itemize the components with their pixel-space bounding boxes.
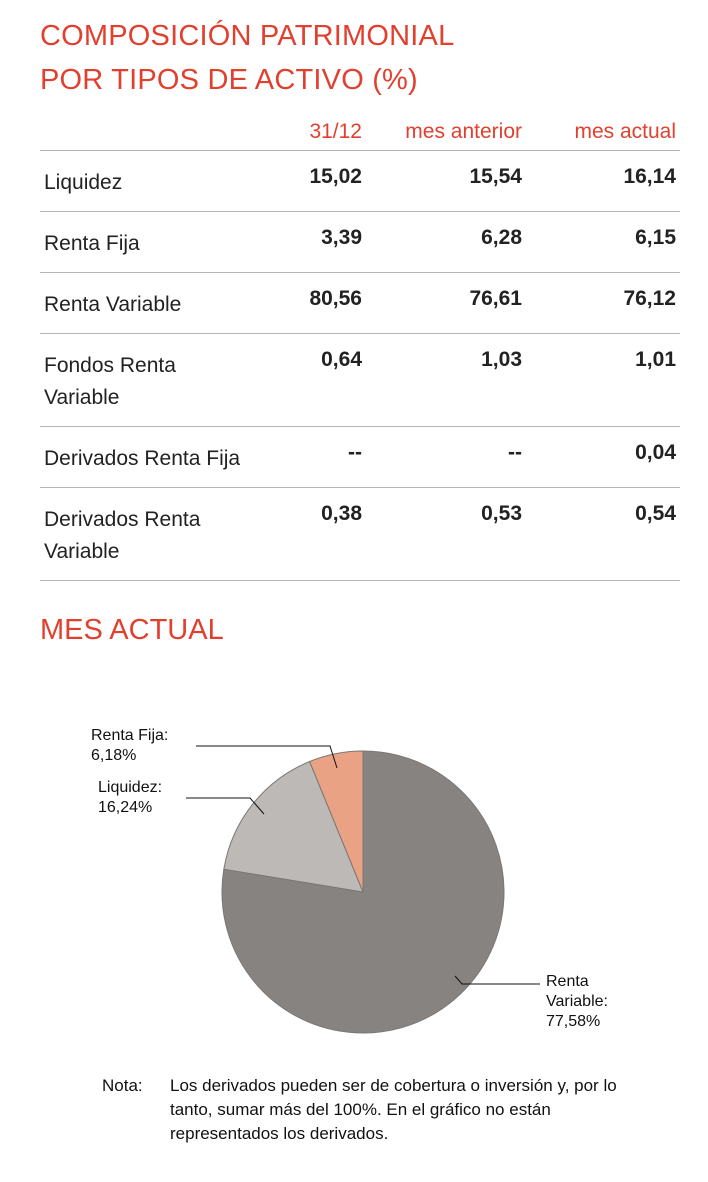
row-label: Derivados Renta Variable: [40, 488, 250, 581]
table-row: [40, 427, 680, 488]
table-row: [40, 212, 680, 273]
cell-mes-anterior: 76,61: [366, 273, 526, 334]
cell-mes-actual: 6,15: [526, 212, 680, 273]
cell-31-12: 0,64: [250, 334, 366, 427]
note-text: Los derivados pueden ser de cobertura o inversión y, por lo tanto, sumar más del 100%. En el gráfico no están representados los derivados.: [170, 1076, 617, 1143]
row-label: Liquidez: [40, 151, 250, 212]
cell-mes-actual: 1,01: [526, 334, 680, 427]
pie-chart: [0, 680, 708, 1060]
pie-label-renta-variable: Renta Variable: 77,58%: [546, 973, 608, 1030]
header-mes-actual: mes actual: [526, 114, 680, 151]
row-label: Renta Variable: [40, 273, 250, 334]
table-row: [40, 334, 680, 427]
cell-31-12: --: [250, 427, 366, 488]
row-label: Renta Fija: [40, 212, 250, 273]
table-row: [40, 151, 680, 212]
section-title: MES ACTUAL: [40, 614, 224, 646]
cell-mes-anterior: 0,53: [366, 488, 526, 581]
cell-31-12: 80,56: [250, 273, 366, 334]
page-title: [40, 14, 454, 102]
note-label: Nota:: [102, 1076, 143, 1095]
row-label: Derivados Renta Fija: [40, 427, 250, 488]
cell-mes-actual: 76,12: [526, 273, 680, 334]
row-label: Fondos Renta Variable: [40, 334, 250, 427]
header-mes-anterior: mes anterior: [366, 114, 526, 151]
table-header-row: [40, 114, 680, 151]
header-label-col: [40, 114, 250, 151]
table-row: [40, 273, 680, 334]
cell-31-12: 3,39: [250, 212, 366, 273]
header-31-12: 31/12: [250, 114, 366, 151]
cell-mes-anterior: 15,54: [366, 151, 526, 212]
table-row: [40, 488, 680, 581]
title-line-2: POR TIPOS DE ACTIVO (%): [40, 64, 418, 96]
cell-mes-anterior: 1,03: [366, 334, 526, 427]
cell-mes-anterior: 6,28: [366, 212, 526, 273]
cell-mes-actual: 16,14: [526, 151, 680, 212]
composition-table: [40, 114, 680, 581]
cell-31-12: 0,38: [250, 488, 366, 581]
pie-label-liquidez: Liquidez: 16,24%: [98, 779, 163, 816]
pie-label-renta-fija: Renta Fija: 6,18%: [91, 727, 169, 764]
cell-mes-anterior: --: [366, 427, 526, 488]
cell-mes-actual: 0,54: [526, 488, 680, 581]
cell-mes-actual: 0,04: [526, 427, 680, 488]
title-line-1: COMPOSICIÓN PATRIMONIAL: [40, 20, 455, 52]
cell-31-12: 15,02: [250, 151, 366, 212]
